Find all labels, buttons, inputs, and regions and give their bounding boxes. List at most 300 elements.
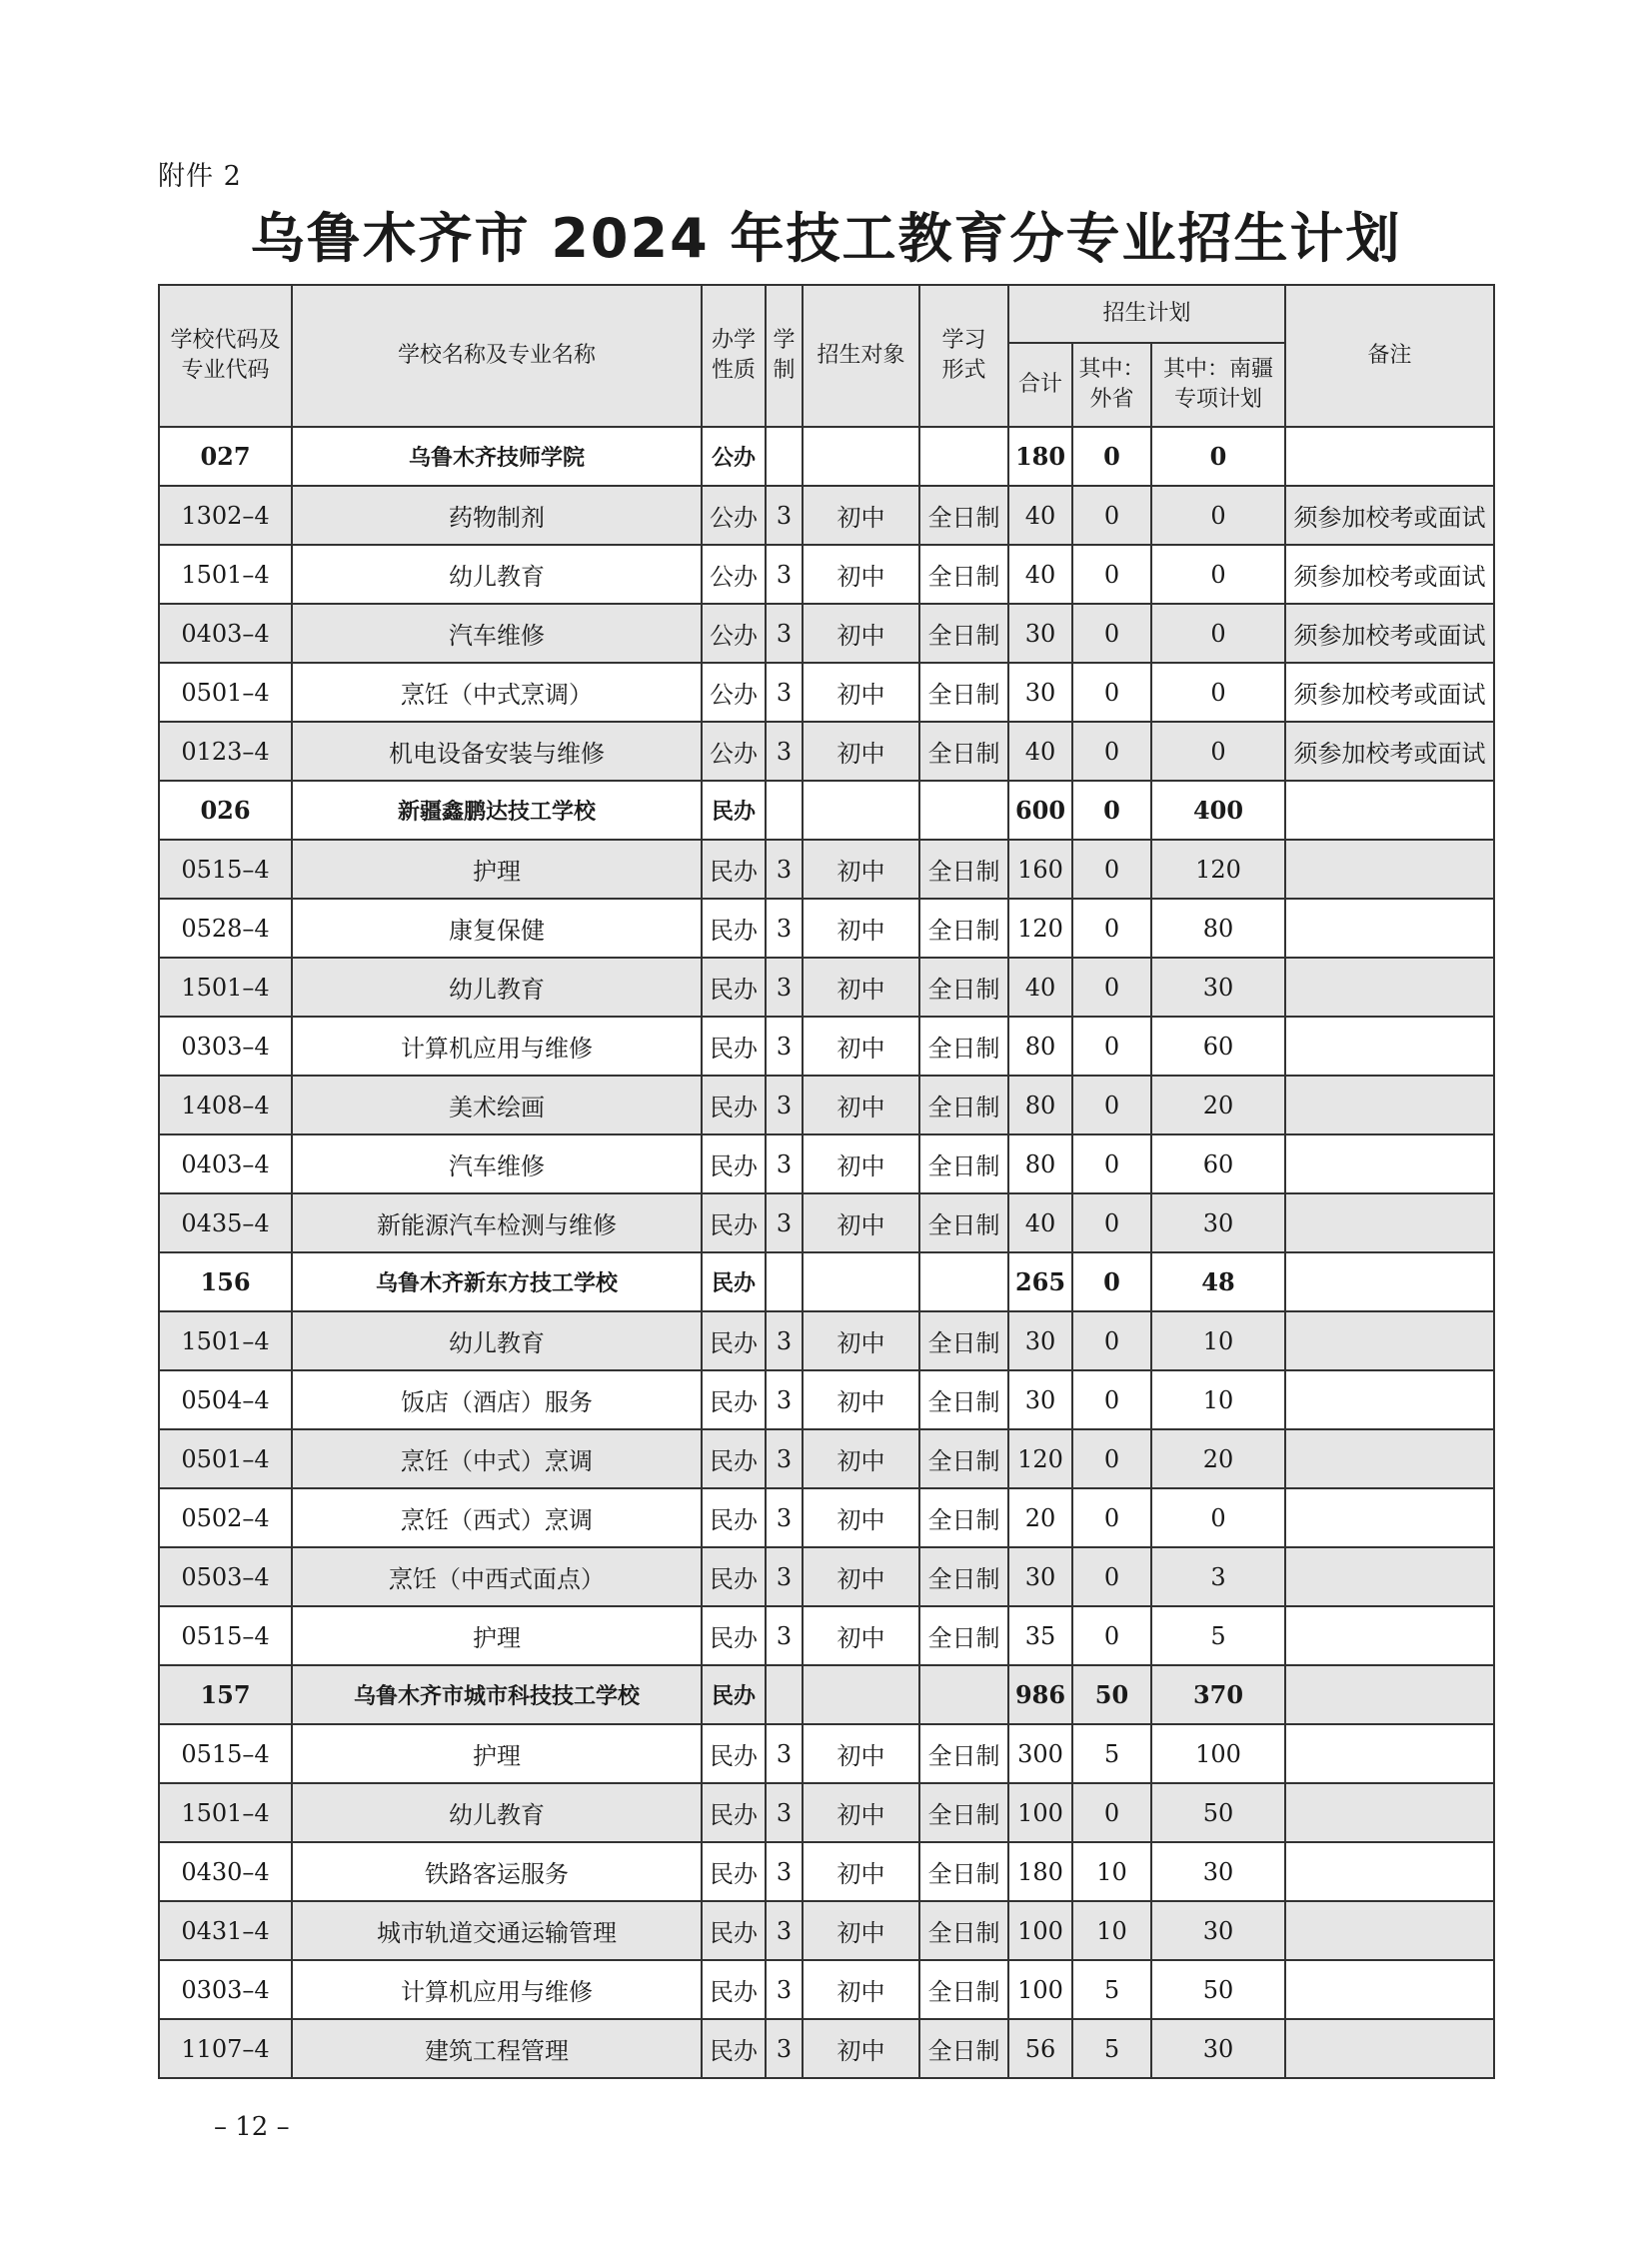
remark-cell xyxy=(1285,1017,1494,1076)
target-cell: 初中 xyxy=(803,1134,919,1193)
remark-cell xyxy=(1285,1960,1494,2019)
form-cell: 全日制 xyxy=(919,1901,1008,1960)
name-cell: 康复保健 xyxy=(292,899,702,958)
nature-cell: 民办 xyxy=(702,1370,766,1429)
code-cell: 026 xyxy=(159,781,292,840)
south-xinjiang-cell: 0 xyxy=(1151,486,1285,545)
header-target: 招生对象 xyxy=(803,285,919,427)
major-row xyxy=(159,1134,1494,1193)
total-cell: 180 xyxy=(1008,427,1072,486)
major-row xyxy=(159,1724,1494,1783)
other-province-cell: 50 xyxy=(1072,1665,1151,1724)
other-province-cell: 0 xyxy=(1072,486,1151,545)
code-cell: 156 xyxy=(159,1252,292,1311)
major-row xyxy=(159,486,1494,545)
total-cell: 180 xyxy=(1008,1842,1072,1901)
years-cell xyxy=(766,427,803,486)
form-cell xyxy=(919,781,1008,840)
header-total: 合计 xyxy=(1008,343,1072,427)
south-xinjiang-cell: 0 xyxy=(1151,1488,1285,1547)
other-province-cell: 0 xyxy=(1072,899,1151,958)
name-cell: 护理 xyxy=(292,1724,702,1783)
attachment-label: 附件 2 xyxy=(158,161,242,192)
name-cell: 美术绘画 xyxy=(292,1076,702,1134)
name-cell: 幼儿教育 xyxy=(292,1783,702,1842)
document-title: 乌鲁木齐市 2024 年技工教育分专业招生计划 xyxy=(250,207,1402,270)
code-cell: 0515–4 xyxy=(159,1606,292,1665)
nature-cell: 民办 xyxy=(702,1606,766,1665)
other-province-cell: 5 xyxy=(1072,1724,1151,1783)
target-cell: 初中 xyxy=(803,1724,919,1783)
south-xinjiang-cell: 10 xyxy=(1151,1370,1285,1429)
major-row xyxy=(159,1901,1494,1960)
total-cell: 80 xyxy=(1008,1134,1072,1193)
years-cell: 3 xyxy=(766,545,803,604)
south-xinjiang-cell: 30 xyxy=(1151,1842,1285,1901)
total-cell: 20 xyxy=(1008,1488,1072,1547)
other-province-cell: 0 xyxy=(1072,1488,1151,1547)
years-cell: 3 xyxy=(766,1960,803,2019)
remark-cell xyxy=(1285,1134,1494,1193)
remark-cell xyxy=(1285,1665,1494,1724)
years-cell: 3 xyxy=(766,1076,803,1134)
code-cell: 0515–4 xyxy=(159,1724,292,1783)
form-cell: 全日制 xyxy=(919,1960,1008,2019)
nature-cell: 民办 xyxy=(702,840,766,899)
other-province-cell: 0 xyxy=(1072,663,1151,722)
nature-cell: 民办 xyxy=(702,1311,766,1370)
other-province-cell: 0 xyxy=(1072,840,1151,899)
code-cell: 0503–4 xyxy=(159,1547,292,1606)
major-row xyxy=(159,1547,1494,1606)
remark-cell: 须参加校考或面试 xyxy=(1285,663,1494,722)
name-cell: 烹饪（中西式面点） xyxy=(292,1547,702,1606)
remark-cell xyxy=(1285,1724,1494,1783)
total-cell: 80 xyxy=(1008,1017,1072,1076)
south-xinjiang-cell: 120 xyxy=(1151,840,1285,899)
total-cell: 40 xyxy=(1008,958,1072,1017)
school-row xyxy=(159,781,1494,840)
target-cell: 初中 xyxy=(803,486,919,545)
form-cell: 全日制 xyxy=(919,2019,1008,2078)
nature-cell: 民办 xyxy=(702,1901,766,1960)
nature-cell: 民办 xyxy=(702,1488,766,1547)
other-province-cell: 0 xyxy=(1072,1017,1151,1076)
total-cell: 35 xyxy=(1008,1606,1072,1665)
years-cell: 3 xyxy=(766,1193,803,1252)
form-cell xyxy=(919,1252,1008,1311)
form-cell: 全日制 xyxy=(919,486,1008,545)
header-nature: 办学 性质 xyxy=(702,285,766,427)
form-cell: 全日制 xyxy=(919,1724,1008,1783)
remark-cell xyxy=(1285,2019,1494,2078)
south-xinjiang-cell: 60 xyxy=(1151,1017,1285,1076)
years-cell: 3 xyxy=(766,722,803,781)
name-cell: 饭店（酒店）服务 xyxy=(292,1370,702,1429)
remark-cell xyxy=(1285,840,1494,899)
major-row xyxy=(159,2019,1494,2078)
code-cell: 157 xyxy=(159,1665,292,1724)
total-cell: 40 xyxy=(1008,486,1072,545)
years-cell: 3 xyxy=(766,1370,803,1429)
name-cell: 乌鲁木齐新东方技工学校 xyxy=(292,1252,702,1311)
form-cell xyxy=(919,1665,1008,1724)
code-cell: 0123–4 xyxy=(159,722,292,781)
other-province-cell: 0 xyxy=(1072,1429,1151,1488)
total-cell: 100 xyxy=(1008,1783,1072,1842)
nature-cell: 民办 xyxy=(702,1134,766,1193)
remark-cell xyxy=(1285,1370,1494,1429)
total-cell: 30 xyxy=(1008,663,1072,722)
name-cell: 幼儿教育 xyxy=(292,958,702,1017)
remark-cell: 须参加校考或面试 xyxy=(1285,604,1494,663)
total-cell: 100 xyxy=(1008,1901,1072,1960)
name-cell: 烹饪（中式）烹调 xyxy=(292,1429,702,1488)
name-cell: 汽车维修 xyxy=(292,604,702,663)
major-row xyxy=(159,1842,1494,1901)
other-province-cell: 0 xyxy=(1072,722,1151,781)
nature-cell: 民办 xyxy=(702,1783,766,1842)
south-xinjiang-cell: 30 xyxy=(1151,958,1285,1017)
nature-cell: 民办 xyxy=(702,1724,766,1783)
code-cell: 1408–4 xyxy=(159,1076,292,1134)
code-cell: 0430–4 xyxy=(159,1842,292,1901)
south-xinjiang-cell: 80 xyxy=(1151,899,1285,958)
other-province-cell: 0 xyxy=(1072,545,1151,604)
other-province-cell: 0 xyxy=(1072,1547,1151,1606)
code-cell: 027 xyxy=(159,427,292,486)
form-cell: 全日制 xyxy=(919,1783,1008,1842)
nature-cell: 民办 xyxy=(702,1193,766,1252)
remark-cell xyxy=(1285,781,1494,840)
form-cell: 全日制 xyxy=(919,1134,1008,1193)
years-cell xyxy=(766,1252,803,1311)
years-cell: 3 xyxy=(766,1547,803,1606)
target-cell: 初中 xyxy=(803,1606,919,1665)
total-cell: 56 xyxy=(1008,2019,1072,2078)
major-row xyxy=(159,1606,1494,1665)
total-cell: 600 xyxy=(1008,781,1072,840)
target-cell: 初中 xyxy=(803,840,919,899)
major-row xyxy=(159,1311,1494,1370)
total-cell: 300 xyxy=(1008,1724,1072,1783)
form-cell: 全日制 xyxy=(919,1370,1008,1429)
page-number: – 12 – xyxy=(214,2112,290,2142)
years-cell: 3 xyxy=(766,1017,803,1076)
code-cell: 1501–4 xyxy=(159,1311,292,1370)
code-cell: 0528–4 xyxy=(159,899,292,958)
major-row xyxy=(159,1370,1494,1429)
remark-cell xyxy=(1285,1429,1494,1488)
name-cell: 新疆鑫鹏达技工学校 xyxy=(292,781,702,840)
years-cell: 3 xyxy=(766,958,803,1017)
code-cell: 0403–4 xyxy=(159,604,292,663)
other-province-cell: 0 xyxy=(1072,1370,1151,1429)
target-cell: 初中 xyxy=(803,1076,919,1134)
form-cell: 全日制 xyxy=(919,545,1008,604)
code-cell: 0435–4 xyxy=(159,1193,292,1252)
years-cell xyxy=(766,1665,803,1724)
years-cell: 3 xyxy=(766,486,803,545)
major-row xyxy=(159,604,1494,663)
remark-cell xyxy=(1285,1252,1494,1311)
target-cell: 初中 xyxy=(803,1842,919,1901)
south-xinjiang-cell: 0 xyxy=(1151,722,1285,781)
header-name: 学校名称及专业名称 xyxy=(292,285,702,427)
target-cell xyxy=(803,1665,919,1724)
target-cell xyxy=(803,427,919,486)
remark-cell xyxy=(1285,1193,1494,1252)
years-cell: 3 xyxy=(766,1429,803,1488)
south-xinjiang-cell: 0 xyxy=(1151,427,1285,486)
total-cell: 40 xyxy=(1008,722,1072,781)
target-cell: 初中 xyxy=(803,545,919,604)
name-cell: 烹饪（中式烹调） xyxy=(292,663,702,722)
total-cell: 30 xyxy=(1008,1311,1072,1370)
south-xinjiang-cell: 20 xyxy=(1151,1076,1285,1134)
target-cell: 初中 xyxy=(803,1370,919,1429)
years-cell: 3 xyxy=(766,1606,803,1665)
nature-cell: 民办 xyxy=(702,1429,766,1488)
enrollment-plan-table xyxy=(158,284,1495,2079)
major-row xyxy=(159,1017,1494,1076)
remark-cell xyxy=(1285,958,1494,1017)
code-cell: 0501–4 xyxy=(159,663,292,722)
form-cell: 全日制 xyxy=(919,1429,1008,1488)
remark-cell xyxy=(1285,1783,1494,1842)
major-row xyxy=(159,1960,1494,2019)
target-cell xyxy=(803,781,919,840)
name-cell: 城市轨道交通运输管理 xyxy=(292,1901,702,1960)
form-cell xyxy=(919,427,1008,486)
nature-cell: 民办 xyxy=(702,1842,766,1901)
years-cell: 3 xyxy=(766,1724,803,1783)
years-cell: 3 xyxy=(766,1783,803,1842)
form-cell: 全日制 xyxy=(919,663,1008,722)
code-cell: 0403–4 xyxy=(159,1134,292,1193)
form-cell: 全日制 xyxy=(919,1076,1008,1134)
code-cell: 1107–4 xyxy=(159,2019,292,2078)
other-province-cell: 0 xyxy=(1072,1193,1151,1252)
name-cell: 计算机应用与维修 xyxy=(292,1017,702,1076)
major-row xyxy=(159,722,1494,781)
form-cell: 全日制 xyxy=(919,1842,1008,1901)
years-cell: 3 xyxy=(766,1488,803,1547)
target-cell: 初中 xyxy=(803,1547,919,1606)
other-province-cell: 0 xyxy=(1072,604,1151,663)
south-xinjiang-cell: 0 xyxy=(1151,604,1285,663)
target-cell: 初中 xyxy=(803,1783,919,1842)
name-cell: 新能源汽车检测与维修 xyxy=(292,1193,702,1252)
total-cell: 120 xyxy=(1008,1429,1072,1488)
header-other-province: 其中： 外省 xyxy=(1072,343,1151,427)
target-cell: 初中 xyxy=(803,663,919,722)
total-cell: 40 xyxy=(1008,1193,1072,1252)
remark-cell xyxy=(1285,1901,1494,1960)
form-cell: 全日制 xyxy=(919,604,1008,663)
header-remark: 备注 xyxy=(1285,285,1494,427)
code-cell: 0303–4 xyxy=(159,1960,292,2019)
nature-cell: 公办 xyxy=(702,486,766,545)
remark-cell xyxy=(1285,1488,1494,1547)
table-header xyxy=(159,285,1494,427)
major-row xyxy=(159,840,1494,899)
major-row xyxy=(159,1783,1494,1842)
header-form: 学习 形式 xyxy=(919,285,1008,427)
other-province-cell: 10 xyxy=(1072,1842,1151,1901)
major-row xyxy=(159,663,1494,722)
name-cell: 计算机应用与维修 xyxy=(292,1960,702,2019)
header-south-xinjiang: 其中：南疆 专项计划 xyxy=(1151,343,1285,427)
total-cell: 120 xyxy=(1008,899,1072,958)
form-cell: 全日制 xyxy=(919,1547,1008,1606)
major-row xyxy=(159,1193,1494,1252)
form-cell: 全日制 xyxy=(919,1193,1008,1252)
other-province-cell: 0 xyxy=(1072,1076,1151,1134)
target-cell: 初中 xyxy=(803,604,919,663)
target-cell: 初中 xyxy=(803,1901,919,1960)
form-cell: 全日制 xyxy=(919,1488,1008,1547)
years-cell: 3 xyxy=(766,663,803,722)
target-cell: 初中 xyxy=(803,1429,919,1488)
name-cell: 幼儿教育 xyxy=(292,1311,702,1370)
years-cell: 3 xyxy=(766,604,803,663)
school-row xyxy=(159,1665,1494,1724)
south-xinjiang-cell: 0 xyxy=(1151,663,1285,722)
total-cell: 80 xyxy=(1008,1076,1072,1134)
total-cell: 160 xyxy=(1008,840,1072,899)
remark-cell: 须参加校考或面试 xyxy=(1285,545,1494,604)
target-cell: 初中 xyxy=(803,1488,919,1547)
target-cell: 初中 xyxy=(803,1960,919,2019)
school-row xyxy=(159,1252,1494,1311)
other-province-cell: 0 xyxy=(1072,1783,1151,1842)
other-province-cell: 0 xyxy=(1072,427,1151,486)
form-cell: 全日制 xyxy=(919,958,1008,1017)
header-code: 学校代码及 专业代码 xyxy=(159,285,292,427)
nature-cell: 公办 xyxy=(702,427,766,486)
nature-cell: 民办 xyxy=(702,1076,766,1134)
form-cell: 全日制 xyxy=(919,899,1008,958)
total-cell: 30 xyxy=(1008,1370,1072,1429)
south-xinjiang-cell: 3 xyxy=(1151,1547,1285,1606)
total-cell: 265 xyxy=(1008,1252,1072,1311)
target-cell: 初中 xyxy=(803,1193,919,1252)
nature-cell: 民办 xyxy=(702,1252,766,1311)
south-xinjiang-cell: 50 xyxy=(1151,1960,1285,2019)
code-cell: 0502–4 xyxy=(159,1488,292,1547)
remark-cell xyxy=(1285,1842,1494,1901)
target-cell: 初中 xyxy=(803,958,919,1017)
form-cell: 全日制 xyxy=(919,1017,1008,1076)
south-xinjiang-cell: 100 xyxy=(1151,1724,1285,1783)
form-cell: 全日制 xyxy=(919,840,1008,899)
form-cell: 全日制 xyxy=(919,722,1008,781)
name-cell: 汽车维修 xyxy=(292,1134,702,1193)
code-cell: 0431–4 xyxy=(159,1901,292,1960)
south-xinjiang-cell: 5 xyxy=(1151,1606,1285,1665)
other-province-cell: 10 xyxy=(1072,1901,1151,1960)
years-cell: 3 xyxy=(766,1901,803,1960)
total-cell: 986 xyxy=(1008,1665,1072,1724)
nature-cell: 公办 xyxy=(702,722,766,781)
total-cell: 40 xyxy=(1008,545,1072,604)
header-plan: 招生计划 xyxy=(1008,285,1285,343)
remark-cell xyxy=(1285,1311,1494,1370)
target-cell: 初中 xyxy=(803,2019,919,2078)
nature-cell: 民办 xyxy=(702,958,766,1017)
south-xinjiang-cell: 30 xyxy=(1151,1901,1285,1960)
name-cell: 铁路客运服务 xyxy=(292,1842,702,1901)
south-xinjiang-cell: 48 xyxy=(1151,1252,1285,1311)
code-cell: 1302–4 xyxy=(159,486,292,545)
form-cell: 全日制 xyxy=(919,1606,1008,1665)
nature-cell: 民办 xyxy=(702,1017,766,1076)
years-cell: 3 xyxy=(766,2019,803,2078)
school-row xyxy=(159,427,1494,486)
other-province-cell: 5 xyxy=(1072,2019,1151,2078)
code-cell: 1501–4 xyxy=(159,958,292,1017)
total-cell: 30 xyxy=(1008,604,1072,663)
remark-cell: 须参加校考或面试 xyxy=(1285,486,1494,545)
major-row xyxy=(159,1488,1494,1547)
form-cell: 全日制 xyxy=(919,1311,1008,1370)
target-cell: 初中 xyxy=(803,722,919,781)
south-xinjiang-cell: 20 xyxy=(1151,1429,1285,1488)
major-row xyxy=(159,545,1494,604)
nature-cell: 民办 xyxy=(702,1960,766,2019)
years-cell: 3 xyxy=(766,899,803,958)
major-row xyxy=(159,958,1494,1017)
total-cell: 100 xyxy=(1008,1960,1072,2019)
other-province-cell: 0 xyxy=(1072,1252,1151,1311)
header-years: 学 制 xyxy=(766,285,803,427)
total-cell: 30 xyxy=(1008,1547,1072,1606)
code-cell: 0303–4 xyxy=(159,1017,292,1076)
remark-cell xyxy=(1285,899,1494,958)
major-row xyxy=(159,1076,1494,1134)
years-cell: 3 xyxy=(766,1134,803,1193)
target-cell: 初中 xyxy=(803,899,919,958)
code-cell: 0504–4 xyxy=(159,1370,292,1429)
nature-cell: 民办 xyxy=(702,2019,766,2078)
remark-cell xyxy=(1285,427,1494,486)
nature-cell: 公办 xyxy=(702,663,766,722)
name-cell: 建筑工程管理 xyxy=(292,2019,702,2078)
other-province-cell: 0 xyxy=(1072,1311,1151,1370)
name-cell: 幼儿教育 xyxy=(292,545,702,604)
table-body xyxy=(159,427,1494,2078)
south-xinjiang-cell: 50 xyxy=(1151,1783,1285,1842)
target-cell xyxy=(803,1252,919,1311)
south-xinjiang-cell: 30 xyxy=(1151,1193,1285,1252)
name-cell: 乌鲁木齐市城市科技技工学校 xyxy=(292,1665,702,1724)
years-cell: 3 xyxy=(766,1842,803,1901)
south-xinjiang-cell: 30 xyxy=(1151,2019,1285,2078)
code-cell: 1501–4 xyxy=(159,1783,292,1842)
south-xinjiang-cell: 10 xyxy=(1151,1311,1285,1370)
years-cell xyxy=(766,781,803,840)
target-cell: 初中 xyxy=(803,1311,919,1370)
south-xinjiang-cell: 400 xyxy=(1151,781,1285,840)
other-province-cell: 0 xyxy=(1072,1134,1151,1193)
remark-cell xyxy=(1285,1076,1494,1134)
other-province-cell: 5 xyxy=(1072,1960,1151,2019)
years-cell: 3 xyxy=(766,840,803,899)
name-cell: 护理 xyxy=(292,840,702,899)
remark-cell: 须参加校考或面试 xyxy=(1285,722,1494,781)
name-cell: 烹饪（西式）烹调 xyxy=(292,1488,702,1547)
